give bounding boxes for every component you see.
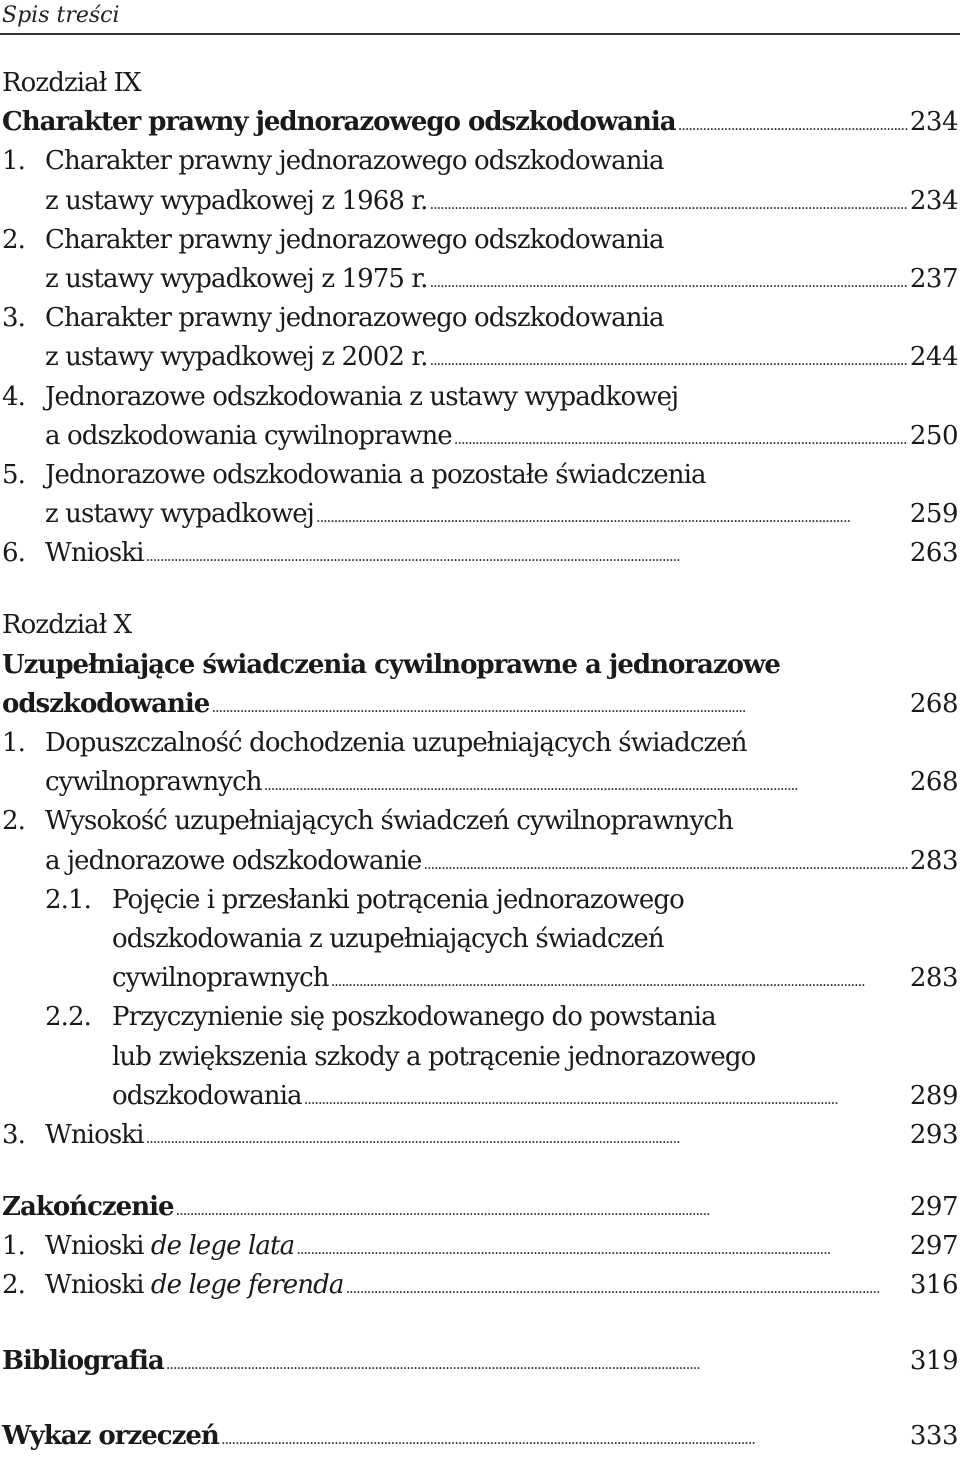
- page-number: 263: [909, 538, 958, 569]
- entry-number: 4.: [2, 381, 26, 412]
- leader-dots: [146, 1119, 908, 1158]
- page-number: 259: [909, 499, 958, 530]
- leader-dots: [454, 420, 908, 459]
- entry-title: odszkodowania: [112, 1080, 302, 1111]
- page-number: 268: [909, 767, 958, 798]
- toc-entry-ch9-3-cont[interactable]: [2, 338, 958, 377]
- toc-entry-ch10-2-1[interactable]: [2, 881, 958, 920]
- leader-dots: [211, 688, 908, 727]
- page-number: 289: [909, 1080, 958, 1111]
- toc-entry-rulings[interactable]: [2, 1417, 958, 1456]
- entry-number: 2.: [2, 224, 26, 255]
- toc-entry-ch10-1-cont[interactable]: [2, 763, 958, 802]
- section-gap: [2, 1381, 958, 1417]
- entry-number: 1.: [2, 728, 26, 758]
- entry-title: [45, 1227, 294, 1266]
- leader-dots: [176, 1191, 908, 1230]
- toc-entry-ch9-6[interactable]: [2, 534, 958, 573]
- entry-number: 3.: [2, 1119, 26, 1150]
- entry-title: z ustawy wypadkowej: [45, 499, 314, 530]
- section-gap: [2, 573, 958, 606]
- chapter-x-label: [2, 606, 958, 645]
- entry-title: Jednorazowe odszkodowania z ustawy wypadkowej: [45, 381, 679, 412]
- toc-entry-ch9-1[interactable]: [2, 142, 958, 181]
- entry-number: 1.: [2, 146, 26, 177]
- entry-title: lub zwiększenia szkody a potrącenie jednorazowego: [112, 1041, 756, 1072]
- leader-dots: [429, 263, 907, 302]
- entry-title: Przyczynienie się poszkodowanego do powstania: [112, 1002, 716, 1033]
- entry-title: a odszkodowania cywilnoprawne: [45, 420, 452, 451]
- page-number: 297: [909, 1192, 958, 1223]
- entry-number: 1.: [2, 1231, 26, 1262]
- toc-entry-ch9-2-cont[interactable]: [2, 260, 958, 299]
- leader-dots: [678, 106, 908, 145]
- chapter-label: Rozdział IX: [2, 68, 141, 98]
- leader-dots: [296, 1230, 908, 1269]
- toc-entry-conclusion-1[interactable]: [2, 1227, 958, 1266]
- leader-dots: [146, 537, 908, 576]
- chapter-ix-label: [2, 64, 958, 103]
- running-head: Spis treści: [2, 3, 120, 28]
- entry-title: Dopuszczalność dochodzenia uzupełniających świadczeń: [45, 728, 747, 758]
- page-number: 250: [909, 420, 958, 451]
- entry-number: 2.1.: [45, 884, 92, 915]
- toc-entry-ch9-5[interactable]: [2, 456, 958, 495]
- entry-title: Wnioski: [45, 538, 144, 569]
- entry-title: [45, 1266, 343, 1305]
- toc-entry-ch9-2[interactable]: [2, 221, 958, 260]
- entry-title: Zakończenie: [2, 1192, 174, 1223]
- toc-entry-ch10-2-2[interactable]: [2, 998, 958, 1037]
- entry-title: Charakter prawny jednorazowego odszkodowania: [45, 303, 664, 334]
- toc-entry-conclusion-2[interactable]: [2, 1266, 958, 1305]
- entry-title: cywilnoprawnych: [112, 963, 329, 994]
- entry-title: Pojęcie i przesłanki potrącenia jednorazowego: [112, 884, 684, 915]
- toc-entry-conclusion[interactable]: [2, 1188, 958, 1227]
- entry-number: 2.: [2, 806, 26, 837]
- entry-title: a jednorazowe odszkodowanie: [45, 845, 422, 876]
- toc-entry-ch9-5-cont[interactable]: [2, 495, 958, 534]
- toc-entry-ch10-2-2-cont[interactable]: [2, 1038, 958, 1077]
- leader-dots: [423, 845, 907, 884]
- leader-dots: [264, 766, 908, 805]
- entry-title: z ustawy wypadkowej z 2002 r.: [45, 342, 428, 373]
- toc-entry-ch10-1[interactable]: [2, 724, 958, 763]
- toc-entry-bibliography[interactable]: [2, 1342, 958, 1381]
- entry-title: Bibliografia: [2, 1345, 164, 1376]
- toc-entry-ch10-2-cont[interactable]: [2, 842, 958, 881]
- entry-number: 6.: [2, 538, 26, 569]
- page-number: 293: [909, 1119, 958, 1150]
- entry-title: Jednorazowe odszkodowania a pozostałe świadczenia: [45, 459, 706, 490]
- page-number: 244: [909, 342, 958, 373]
- toc-entry-ch10-2-1-cont[interactable]: [2, 920, 958, 959]
- entry-title: odszkodowanie: [2, 688, 210, 719]
- toc-entry-ch9-1-cont[interactable]: [2, 182, 958, 221]
- chapter-label: Rozdział X: [2, 610, 132, 641]
- page-number: 316: [909, 1270, 958, 1301]
- page-number: 319: [909, 1345, 958, 1376]
- toc-entry-ch9-3[interactable]: [2, 299, 958, 338]
- entry-title: Wnioski: [45, 1119, 144, 1150]
- entry-number: 3.: [2, 303, 26, 334]
- toc-entry-ch10-2-2-cont2[interactable]: [2, 1077, 958, 1116]
- entry-title: Charakter prawny jednorazowego odszkodowania: [45, 146, 664, 177]
- page-number: 297: [909, 1231, 958, 1262]
- section-gap: [2, 1306, 958, 1342]
- entry-title: z ustawy wypadkowej z 1975 r.: [45, 263, 428, 294]
- entry-title: Uzupełniające świadczenia cywilnoprawne a jednorazowe: [2, 649, 780, 680]
- toc-entry-ch9-4-cont[interactable]: [2, 417, 958, 456]
- entry-number: 2.: [2, 1270, 26, 1301]
- entry-title-text: Wnioski: [45, 1231, 151, 1262]
- leader-dots: [166, 1345, 908, 1384]
- table-of-contents: [2, 64, 958, 1456]
- leader-dots: [429, 185, 907, 224]
- entry-title: Wykaz orzeczeń: [2, 1420, 219, 1451]
- header-rule: [0, 33, 960, 35]
- entry-title: Charakter prawny jednorazowego odszkodowania: [2, 107, 676, 138]
- page-number: 237: [909, 263, 958, 294]
- leader-dots: [316, 498, 908, 537]
- toc-entry-ch10-2[interactable]: [2, 802, 958, 841]
- leader-dots: [429, 341, 907, 380]
- page-number: 283: [909, 845, 958, 876]
- entry-number: 5.: [2, 459, 26, 490]
- page-number: 333: [909, 1420, 958, 1451]
- entry-title-italic: de lege lata: [150, 1231, 295, 1262]
- entry-title-italic: de lege ferenda: [150, 1270, 344, 1301]
- toc-entry-ch10-3[interactable]: [2, 1116, 958, 1155]
- entry-title: odszkodowania z uzupełniających świadczeń: [112, 923, 664, 954]
- entry-title: Wysokość uzupełniających świadczeń cywilnoprawnych: [45, 806, 733, 837]
- page-number: 283: [909, 963, 958, 994]
- page-number: 268: [909, 688, 958, 719]
- leader-dots: [221, 1420, 908, 1459]
- toc-entry-ch10-2-1-cont2[interactable]: [2, 959, 958, 998]
- page-number: 234: [909, 185, 958, 216]
- leader-dots: [304, 1080, 908, 1119]
- toc-entry-ch9-4[interactable]: [2, 378, 958, 417]
- entry-title: z ustawy wypadkowej z 1968 r.: [45, 185, 428, 216]
- section-gap: [2, 1155, 958, 1188]
- toc-entry-ch10-title-cont[interactable]: [2, 685, 958, 724]
- leader-dots: [345, 1269, 907, 1308]
- page-number: 234: [909, 107, 958, 138]
- entry-title: Charakter prawny jednorazowego odszkodowania: [45, 224, 664, 255]
- toc-entry-ch9-title[interactable]: [2, 103, 958, 142]
- toc-entry-ch10-title[interactable]: [2, 646, 958, 685]
- entry-title: cywilnoprawnych: [45, 767, 262, 798]
- entry-number: 2.2.: [45, 1002, 92, 1033]
- entry-title-text: Wnioski: [45, 1270, 151, 1301]
- leader-dots: [331, 962, 908, 1001]
